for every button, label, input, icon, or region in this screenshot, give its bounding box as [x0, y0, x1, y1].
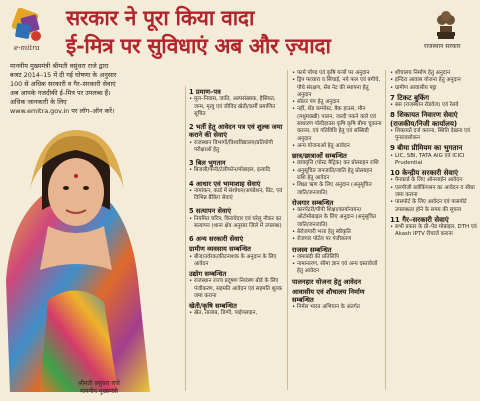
subsection-heading: पालनहार योजना हेतु आवेदन [292, 277, 361, 286]
subsection-heading: आवासीय एवं शौचालय निर्माण सम्बन्धित [292, 287, 365, 305]
services-column-2 [292, 70, 382, 312]
subsection-heading: राजस्व सम्बन्धित [292, 245, 332, 254]
section-heading: 2 भर्ती हेतु आवेदन पत्र एवं शुल्क जमा कराने की सेवाएं [189, 123, 283, 140]
section-heading: 1 प्रमाण–पत्र [189, 88, 221, 96]
services-column-1 [189, 86, 285, 318]
chief-minister-portrait [0, 130, 154, 392]
section-heading: 5 सत्यापन सेवाएं [189, 207, 231, 216]
section-heading: 11 गैर–सरकारी सेवाएं [390, 215, 449, 224]
list-item: • बिजली/पानी/टेलीफोन/मोबाइल, इत्यादि [189, 167, 285, 174]
list-item: • बस (राजस्थान रोडवेज) एवं रेलवे [390, 102, 478, 109]
list-item: • शिक्षा ऋण के लिए अनुदान (अनुसूचित जाति/जनजाति) [292, 182, 382, 197]
list-item: • राजस्थान विभागों/विश्वविद्यालय/प्रतियोगी परीक्षाओं हेतु [189, 140, 285, 155]
list-item: • नहीं, सेंड कम्पोस्ट, बैक हाउस, मौन (मधुमक्खी) पालन, जल्दी पकने वाले एवं साधारण पॉलीहाउस कृषि कृषि बीमा चुकाना कराना, एवं गतिविधि हेतु एवं सब्सिडी अनुदान [292, 106, 382, 142]
list-item: • ग्रामीण आवासीय पट्टा [390, 85, 478, 92]
list-item: • कारपेंटरी/पीपी शिक्षा/कार्यान्वयन/ओटोमोबाइल के लिए अनुदान (अनुसूचित जाति/जनजाति) [292, 207, 382, 229]
list-item: • खेत, तालाब, डिग्गी, पाईपलाइन, [189, 310, 285, 317]
list-item: • सभी प्रकार के प्री–पेड मोबाइल, DTH एवं Akash IPTV रीचार्ज कराना [390, 224, 478, 239]
list-item: • इन्दिरा आवास योजना हेतु अनुदान [390, 77, 478, 84]
column-divider [185, 86, 186, 391]
section-heading: 9 बीमा प्रीमियम का भुगतान [390, 144, 463, 153]
list-item: • अनुसूचित जनजाति/जाति हेतु प्रोत्साहन राशि हेतु आवेदन [292, 168, 382, 183]
column-divider [385, 70, 386, 390]
list-item: • निर्मल भारत अभियान के अंतर्गत [292, 304, 382, 311]
list-item: • नामान्तरण, सीमा ज्ञान एवं अन्य दस्तावेजों हेतु आवेदन [292, 261, 382, 276]
list-item: • अन्य योजनाओं हेतु आवेदन [292, 143, 382, 150]
list-item: • बीज/उर्वरक/कीटनाशक के अनुदान के लिए आवेदन [189, 254, 285, 269]
section-heading: 7 टिकट बुकिंग [390, 93, 430, 102]
section-heading: 6 अन्य सरकारी सेवाएं [189, 235, 244, 244]
list-item: • शिकायतें दर्ज कराना, स्थिति देखना एवं पुनरावलोकन [390, 128, 478, 143]
section-heading: 4 आधार एवं भामाशाह सेवाएं [189, 179, 261, 188]
list-item: • बेरोजगारी भत्ता हेतु स्वीकृति [292, 229, 382, 236]
list-item: • राजस्थान राज्य प्रदूषण नियंत्रण बोर्ड के लिए पंजीकरण, सहमति आवेदन एवं सहमति शुल्क जमा कराना [189, 278, 285, 300]
signature-block [64, 380, 134, 396]
list-item: • जमाबंदी की प्रतिलिपि [292, 254, 382, 261]
list-item: • नामांकन, कार्ड में संशोधन/अपडेशन, प्रिंट, एवं विभिन्न बैंकिंग सेवाएं [189, 188, 285, 203]
list-item: • फार्म पॉण्ड एवं कृषि यन्त्रों पर अनुदान [292, 70, 382, 77]
list-item: • पैनकार्ड के लिए ऑनलाईन आवेदन [390, 177, 478, 184]
signature-title: माननीय मुख्यमंत्री [80, 388, 118, 395]
emblem-caption: राजस्थान सरकार [424, 43, 461, 50]
list-item: • रोजगार पोर्टल पर पंजीकरण [292, 236, 382, 243]
intro-paragraph: माननीय मुख्यमंत्री श्रीमती वसुंधरा राजे द्वारा बजट 2014–15 में दी गई घोषणा के अनुसार 100 से अधिक सरकारी व गैर–सरकारी सेवाएं अब आपके नजदीकी ई–मित्र पर उपलब्ध हैं। अधिक जानकारी के लिए www.emitra.gov.in पर लॉग–ऑन करें। [10, 62, 117, 115]
services-column-3 [390, 70, 478, 239]
list-item: • ड्रिप फव्वारा व सिंचाई, नये फल एवं बगीचे, पौधे संरक्षण, सेब नेट की स्थापना हेतु अनुदान [292, 77, 382, 99]
column-divider [287, 70, 288, 390]
list-item: • सोलर पंप हेतु अनुदान [292, 99, 382, 106]
headline-line2: ई-मित्र पर सुविधाएं अब और ज़्यादा [66, 33, 331, 58]
subsection-heading: ग्रामीण व्यवसाय सम्बन्धित [189, 245, 251, 254]
list-item: • पासपोर्ट के लिए आवेदन एवं पासपोर्ट उपलब्धता होने के समय की सूचना [390, 199, 478, 214]
state-emblem-icon [432, 6, 460, 42]
subsection-heading: खेती/कृषि सम्बन्धित [189, 302, 237, 311]
section-heading: 10 केन्द्रीय सरकारी सेवाएं [390, 169, 458, 178]
list-item: • LIC, SBI, TATA AIG एवं ICICI Prudential [390, 153, 478, 168]
list-item: • छात्रवृत्ति (पोस्ट मैट्रिक) कर प्रोत्साहन राशि [292, 160, 382, 167]
logo-caption: e-mitra [14, 44, 40, 52]
list-item: • मूल–निवास, जाति, अल्पसंख्यक, हैसियत, जन्म, मृत्यु एवं जीविद खेती/कर्मी प्रमाणित सूचित [189, 96, 285, 118]
headline-line1: सरकार ने पूरा किया वादा [66, 5, 255, 30]
signature-name: श्रीमती वसुंधरा राजे [78, 380, 120, 387]
subsection-heading: रोजगार सम्बन्धित [292, 198, 334, 207]
subsection-heading: छात्र/छात्राओं सम्बन्धित [292, 152, 347, 161]
subsection-heading: उद्योग सम्बन्धित [189, 270, 227, 279]
list-item: • नियमित चरित्र, किरायेदार एवं घरेलू नौकर का सत्यापन (थाना क्षेत्र अनुसार जिले में उपलब्ध) [189, 216, 285, 231]
list-item: • एलपीजी ब्लॉकिंगसन का आवेदन व सीधा जमा कराना [390, 185, 478, 200]
section-heading: 3 बिल भुगतान [189, 159, 226, 168]
section-heading: 8 शिकायत निवारण सेवाएं (राजकीय/निजी कार्यालय) [390, 111, 458, 128]
list-item: • शौचालय निर्माण हेतु अनुदान [390, 70, 478, 77]
